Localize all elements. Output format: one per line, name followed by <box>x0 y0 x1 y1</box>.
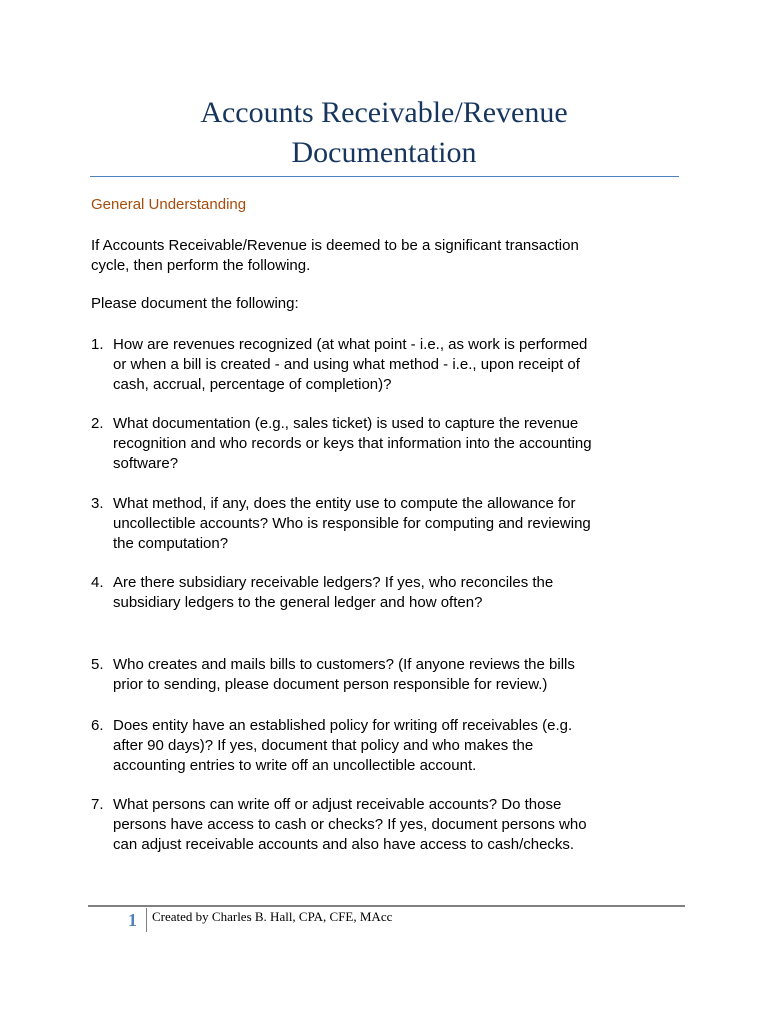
item-line: accounting entries to write off an uncollectible account. <box>113 757 477 774</box>
item-line: or when a bill is created - and using what method - i.e., upon receipt of <box>113 356 580 373</box>
item-text <box>113 716 572 776</box>
item-text <box>113 335 587 395</box>
item-number: 6. <box>91 717 104 734</box>
item-line: prior to sending, please document person responsible for review.) <box>113 676 548 693</box>
footer-separator <box>146 908 147 932</box>
item-line: software? <box>113 455 179 472</box>
item-line: Are there subsidiary receivable ledgers? If yes, who reconciles the <box>113 574 554 591</box>
item-text <box>113 573 553 613</box>
item-line: recognition and who records or keys that information into the accounting <box>113 435 592 452</box>
item-line: What documentation (e.g., sales ticket) is used to capture the revenue <box>113 415 579 432</box>
item-text <box>113 795 587 855</box>
item-line: subsidiary ledgers to the general ledger and how often? <box>113 594 483 611</box>
item-line: How are revenues recognized (at what point - i.e., as work is performed <box>113 336 588 353</box>
section-heading: General Understanding <box>91 196 247 213</box>
item-number: 7. <box>91 796 104 813</box>
title-line-2: Documentation <box>291 136 477 169</box>
document-prompt: Please document the following: <box>91 295 299 312</box>
item-text <box>113 494 591 554</box>
item-number: 5. <box>91 656 104 673</box>
item-line: can adjust receivable accounts and also have access to cash/checks. <box>113 836 575 853</box>
title-underline <box>90 176 679 177</box>
item-text <box>113 655 575 695</box>
item-line: Who creates and mails bills to customers? (If anyone reviews the bills <box>113 656 575 673</box>
page-number: 1 <box>128 910 137 930</box>
intro-paragraph <box>91 236 691 276</box>
item-line: the computation? <box>113 535 229 552</box>
item-line: uncollectible accounts? Who is responsible for computing and reviewing <box>113 515 591 532</box>
item-line: What method, if any, does the entity use to compute the allowance for <box>113 495 576 512</box>
item-line: after 90 days)? If yes, document that policy and who makes the <box>113 737 534 754</box>
item-text <box>113 414 592 474</box>
item-number: 4. <box>91 574 104 591</box>
document-title <box>90 93 678 173</box>
item-line: Does entity have an established policy for writing off receivables (e.g. <box>113 717 573 734</box>
item-number: 1. <box>91 336 104 353</box>
item-line: persons have access to cash or checks? If yes, document persons who <box>113 816 587 833</box>
item-number: 2. <box>91 415 104 432</box>
footer-credit: Created by Charles B. Hall, CPA, CFE, MAcc <box>152 909 393 924</box>
item-number: 3. <box>91 495 104 512</box>
intro-line-2: cycle, then perform the following. <box>91 257 311 274</box>
footer-rule <box>88 905 685 907</box>
item-line: What persons can write off or adjust receivable accounts? Do those <box>113 796 562 813</box>
intro-line-1: If Accounts Receivable/Revenue is deemed to be a significant transaction <box>91 237 579 254</box>
item-line: cash, accrual, percentage of completion)? <box>113 376 392 393</box>
title-line-1: Accounts Receivable/Revenue <box>200 96 568 129</box>
